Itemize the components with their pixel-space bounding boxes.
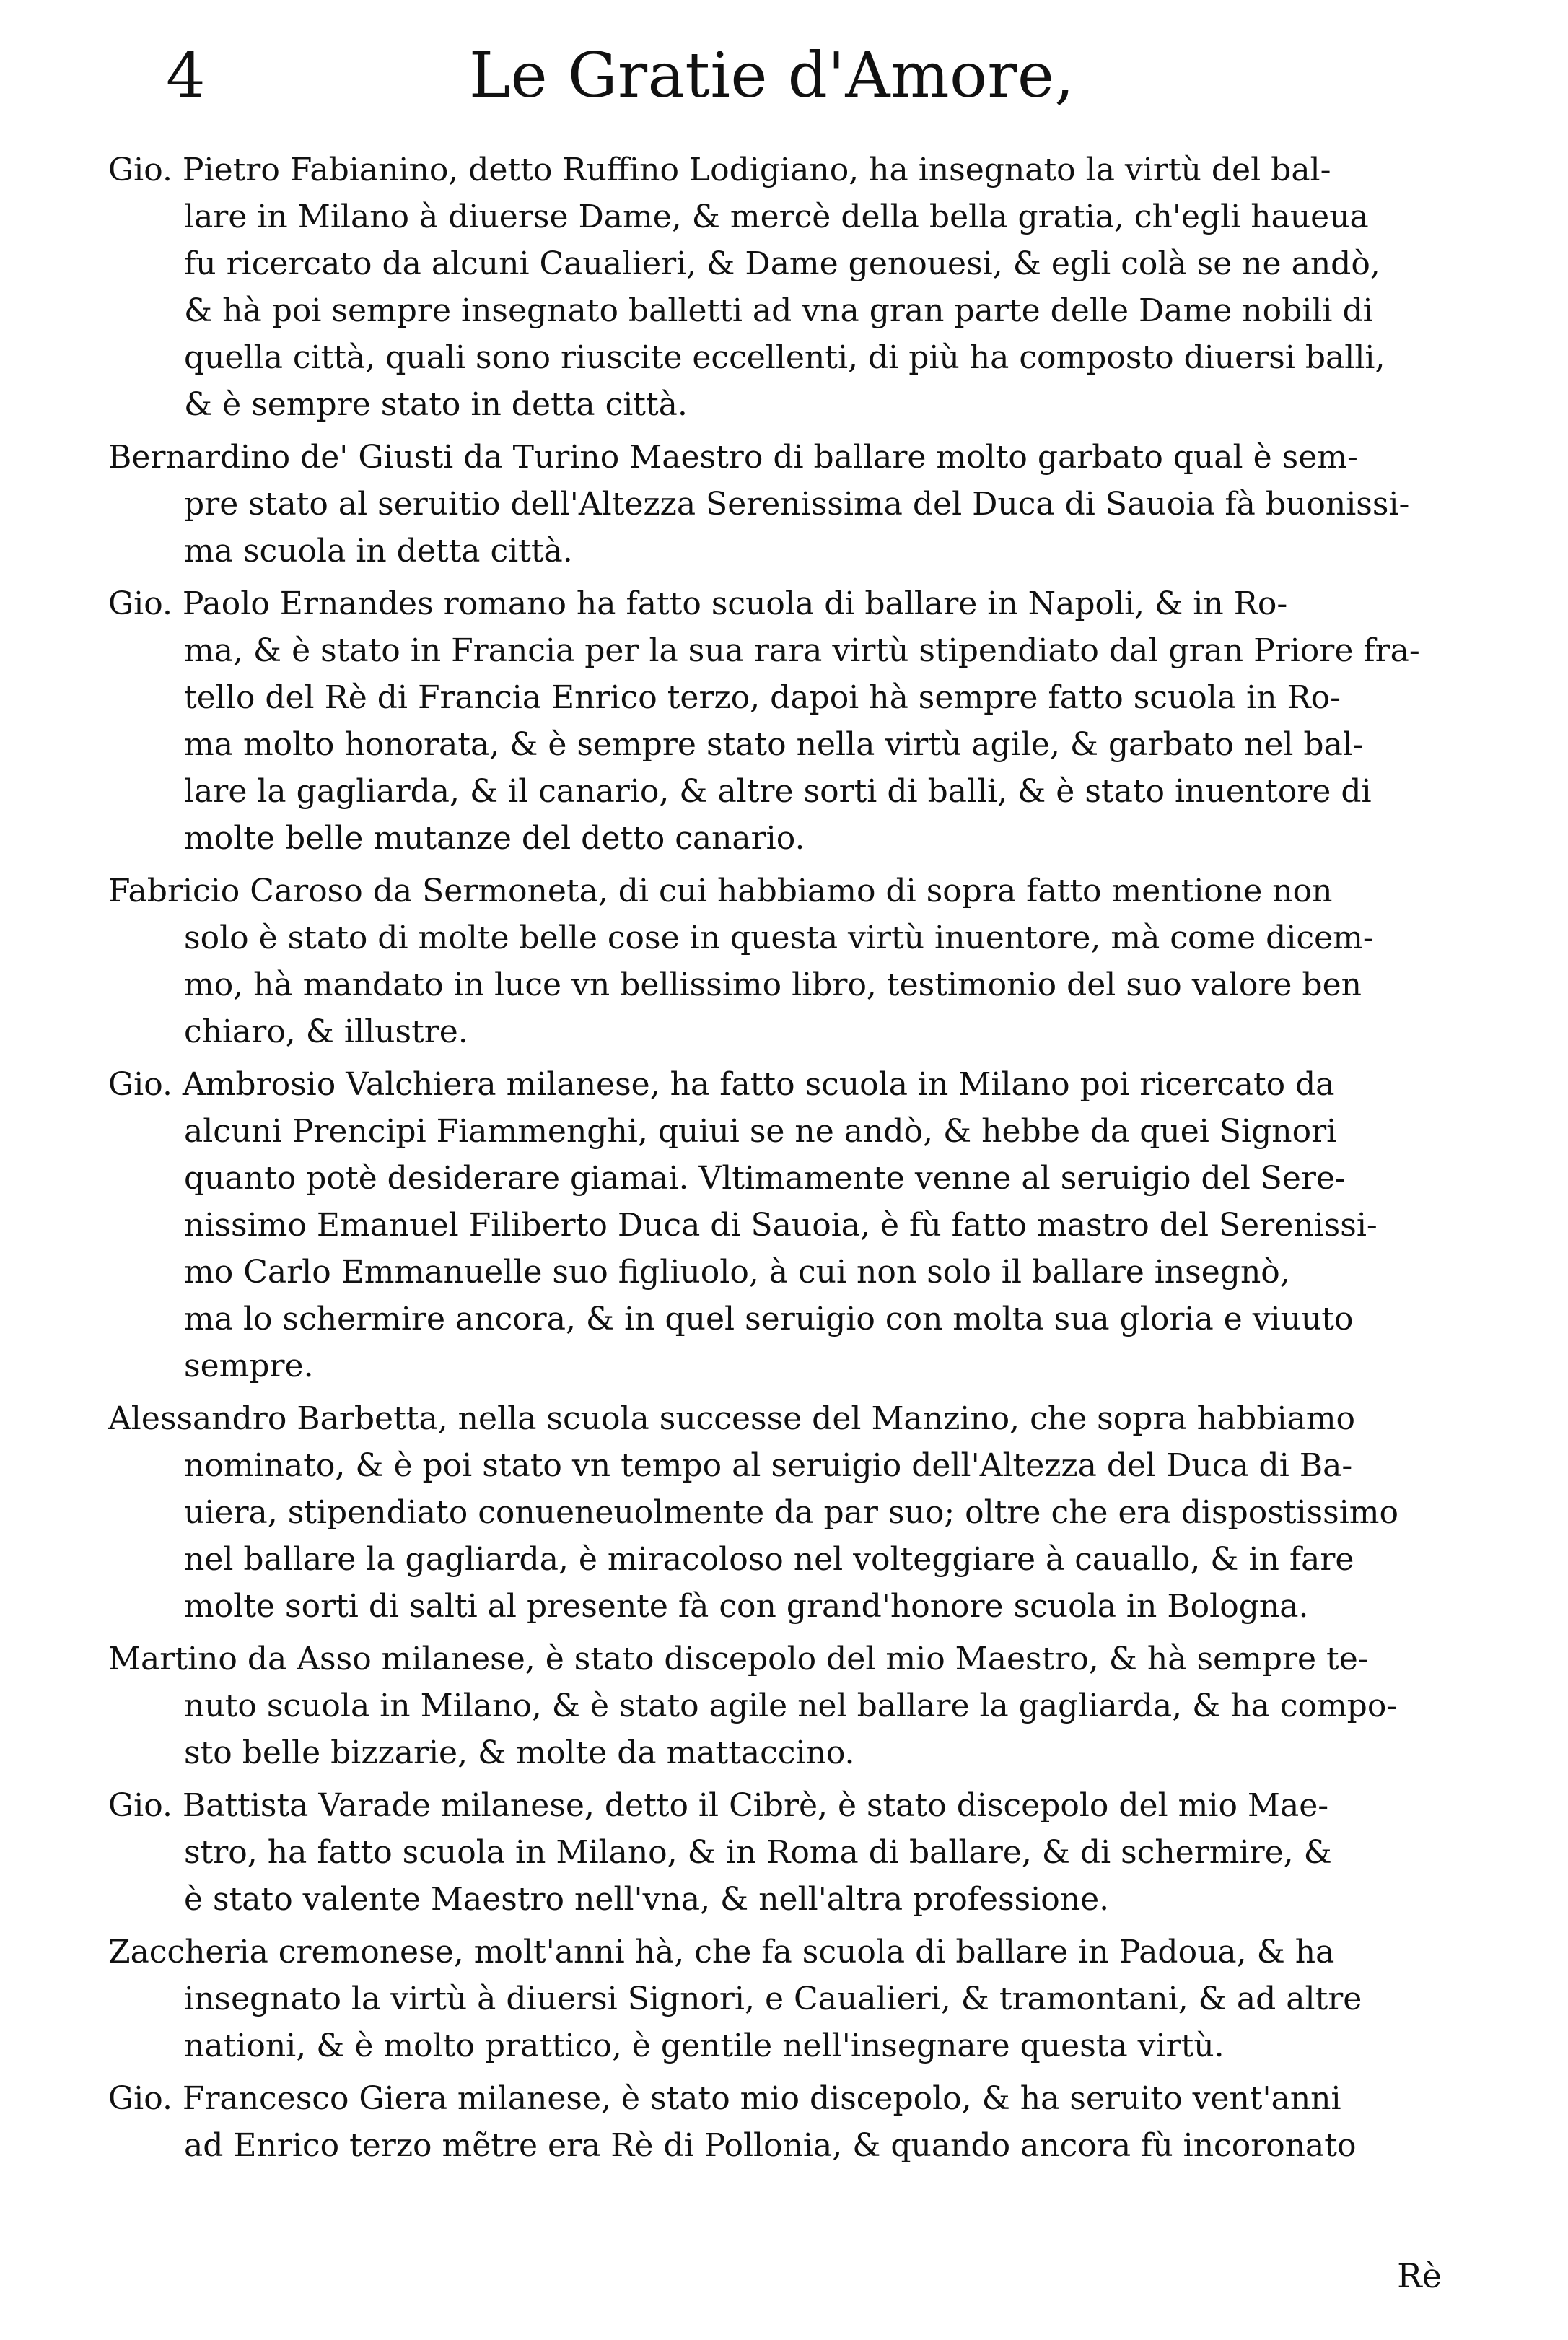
text-line: ad Enrico terzo mẽtre era Rè di Pollonia, & quando ancora fù incoronato bbox=[184, 2127, 1357, 2164]
page-number: 4 bbox=[166, 40, 206, 112]
text-line: nominato, & è poi stato vn tempo al seruigio dell'Altezza del Duca di Ba- bbox=[184, 1447, 1353, 1484]
text-line: Bernardino de' Giusti da Turino Maestro di ballare molto garbato qual è sem- bbox=[108, 439, 1358, 476]
text-line: mo Carlo Emmanuelle suo figliuolo, à cui non solo il ballare insegnò, bbox=[184, 1254, 1290, 1291]
text-line: alcuni Prencipi Fiammenghi, quiui se ne andò, & hebbe da quei Signori bbox=[184, 1113, 1337, 1150]
entry-barbetta bbox=[108, 1397, 1465, 1631]
text-line: Alessandro Barbetta, nella scuola successe del Manzino, che sopra habbiamo bbox=[108, 1400, 1356, 1437]
entry-fabianino bbox=[108, 148, 1465, 429]
text-line: ma scuola in detta città. bbox=[184, 533, 573, 569]
text-line: stro, ha fatto scuola in Milano, & in Roma di ballare, & di schermire, & bbox=[184, 1834, 1332, 1871]
text-line: Gio. Battista Varade milanese, detto il Cibrè, è stato discepolo del mio Mae- bbox=[108, 1787, 1329, 1824]
text-line: Martino da Asso milanese, è stato discepolo del mio Maestro, & hà sempre te- bbox=[108, 1641, 1369, 1677]
text-line: chiaro, & illustre. bbox=[184, 1013, 468, 1050]
page-header bbox=[166, 40, 1436, 131]
text-line: quanto potè desiderare giamai. Vltimamente venne al seruigio del Sere- bbox=[184, 1160, 1346, 1197]
text-line: è stato valente Maestro nell'vna, & nell'altra professione. bbox=[184, 1881, 1110, 1918]
text-line: Fabricio Caroso da Sermoneta, di cui habbiamo di sopra fatto mentione non bbox=[108, 873, 1333, 909]
text-line: fu ricercato da alcuni Caualieri, & Dame genouesi, & egli colà se ne andò, bbox=[184, 245, 1380, 282]
text-line: Zaccheria cremonese, molt'anni hà, che fa scuola di ballare in Padoua, & ha bbox=[108, 1934, 1335, 1970]
text-line: molte belle mutanze del detto canario. bbox=[184, 820, 805, 857]
text-line: & è sempre stato in detta città. bbox=[184, 386, 688, 423]
entry-ernandes bbox=[108, 582, 1465, 863]
catchword: Rè bbox=[1397, 2256, 1442, 2295]
text-line: Gio. Ambrosio Valchiera milanese, ha fatto scuola in Milano poi ricercato da bbox=[108, 1066, 1335, 1103]
text-line: tello del Rè di Francia Enrico terzo, dapoi hà sempre fatto scuola in Ro- bbox=[184, 679, 1341, 716]
entry-valchiera bbox=[108, 1062, 1465, 1391]
entry-giusti bbox=[108, 435, 1465, 576]
entry-varade bbox=[108, 1784, 1465, 1924]
entry-asso bbox=[108, 1637, 1465, 1778]
text-line: nationi, & è molto prattico, è gentile nell'insegnare questa virtù. bbox=[184, 2027, 1225, 2064]
running-title: Le Gratie d'Amore, bbox=[469, 40, 1075, 112]
text-line: ma lo schermire ancora, & in quel seruigio con molta sua gloria e viuuto bbox=[184, 1301, 1354, 1337]
text-line: sempre. bbox=[184, 1348, 314, 1384]
text-line: lare la gagliarda, & il canario, & altre sorti di balli, & è stato inuentore di bbox=[184, 773, 1372, 810]
text-line: sto belle bizzarie, & molte da mattaccino. bbox=[184, 1734, 855, 1771]
page-text bbox=[108, 148, 1465, 2176]
text-line: ma molto honorata, & è sempre stato nella virtù agile, & garbato nel bal- bbox=[184, 726, 1364, 763]
entry-zaccheria bbox=[108, 1930, 1465, 2071]
text-line: solo è stato di molte belle cose in questa virtù inuentore, mà come dicem- bbox=[184, 920, 1374, 956]
entry-giera bbox=[108, 2077, 1465, 2170]
text-line: lare in Milano à diuerse Dame, & mercè della bella gratia, ch'egli haueua bbox=[184, 198, 1369, 235]
text-line: nel ballare la gagliarda, è miracoloso nel volteggiare à cauallo, & in fare bbox=[184, 1541, 1354, 1578]
text-line: uiera, stipendiato conueneuolmente da par suo; oltre che era dispostissimo bbox=[184, 1494, 1398, 1531]
text-line: quella città, quali sono riuscite eccellenti, di più ha composto diuersi balli, bbox=[184, 339, 1385, 376]
text-line: ma, & è stato in Francia per la sua rara virtù stipendiato dal gran Priore fra- bbox=[184, 632, 1420, 669]
text-line: molte sorti di salti al presente fà con grand'honore scuola in Bologna. bbox=[184, 1588, 1309, 1625]
text-line: Gio. Pietro Fabianino, detto Ruffino Lodigiano, ha insegnato la virtù del bal- bbox=[108, 152, 1331, 188]
text-line: nuto scuola in Milano, & è stato agile nel ballare la gagliarda, & ha compo- bbox=[184, 1688, 1398, 1724]
text-line: Gio. Paolo Ernandes romano ha fatto scuola di ballare in Napoli, & in Ro- bbox=[108, 585, 1288, 622]
text-line: Gio. Francesco Giera milanese, è stato mio discepolo, & ha seruito vent'anni bbox=[108, 2080, 1341, 2117]
entry-caroso bbox=[108, 869, 1465, 1057]
text-line: nissimo Emanuel Filiberto Duca di Sauoia, è fù fatto mastro del Serenissi- bbox=[184, 1207, 1378, 1244]
text-line: mo, hà mandato in luce vn bellissimo libro, testimonio del suo valore ben bbox=[184, 966, 1362, 1003]
text-line: pre stato al seruitio dell'Altezza Serenissima del Duca di Sauoia fà buonissi- bbox=[184, 486, 1410, 523]
text-line: & hà poi sempre insegnato balletti ad vna gran parte delle Dame nobili di bbox=[184, 292, 1373, 329]
text-line: insegnato la virtù à diuersi Signori, e Caualieri, & tramontani, & ad altre bbox=[184, 1981, 1362, 2017]
